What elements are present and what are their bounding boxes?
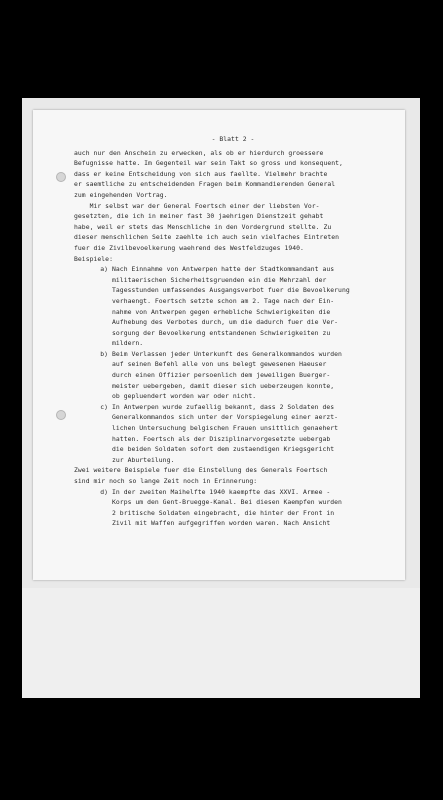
- text-line: habe, weil er stets das Menschliche in den Vordergrund stellte. Zu: [74, 222, 332, 231]
- text-line: Generalkommandos sich unter der Vorspiegelung einer aerzt-: [112, 413, 339, 422]
- example-item: [74, 487, 392, 529]
- example-item-label: a): [100, 265, 108, 274]
- text-line: hatten. Foertsch als der Disziplinarvorgesetzte uebergab: [112, 434, 331, 443]
- text-line: ob gepluendert worden war oder nicht.: [112, 392, 257, 401]
- text-line: Tagesstunden umfassendes Ausgangsverbot fuer die Bevoelkerung: [112, 286, 350, 295]
- example-item: [74, 349, 392, 402]
- page-header: - Blatt 2 -: [211, 135, 255, 143]
- second-paragraph: [74, 201, 392, 254]
- text-line: 2 britische Soldaten eingebracht, die hinter der Front in: [112, 508, 335, 517]
- lower-page-area: [22, 588, 420, 698]
- text-line: fuer die Zivilbevoelkerung waehrend des Westfeldzuges 1940.: [74, 243, 304, 252]
- text-line: Zwei weitere Beispiele fuer die Einstellung des Generals Foertsch: [74, 466, 328, 475]
- text-line: zur Aburteilung.: [112, 455, 175, 464]
- text-line: Beim Verlassen jeder Unterkunft des Generalkommandos wurden: [112, 349, 342, 358]
- document-text: [74, 134, 392, 529]
- text-line: verhaengt. Foertsch setzte schon am 2. Tage nach der Ein-: [112, 296, 335, 305]
- text-line: Zivil mit Waffen aufgegriffen worden waren. Nach Ansicht: [112, 519, 331, 528]
- example-item: [74, 264, 392, 349]
- example-item: [74, 402, 392, 466]
- text-line: Aufhebung des Verbotes durch, um die dadurch fuer die Ver-: [112, 318, 339, 327]
- text-line: Mir selbst war der General Foertsch einer der liebsten Vor-: [74, 201, 320, 210]
- text-line: gesetzten, die ich in meiner fast 30 jaehrigen Dienstzeit gehabt: [74, 212, 324, 221]
- text-line: In Antwerpen wurde zufaellig bekannt, dass 2 Soldaten des: [112, 402, 335, 411]
- punch-hole-top: [56, 172, 66, 182]
- example-item-text: [112, 349, 392, 402]
- example-item-text: [112, 402, 392, 466]
- text-line: lichen Untersuchung belgischen Frauen unsittlich genaehert: [112, 424, 339, 433]
- text-line: zum eingehenden Vortrag.: [74, 190, 168, 199]
- text-line: Korps um den Gent-Bruegge-Kanal. Bei diesen Kaempfen wurden: [112, 498, 342, 507]
- intro-paragraph: [74, 148, 392, 201]
- third-paragraph: [74, 465, 392, 486]
- text-line: die beiden Soldaten sofort dem zustaendigen Kriegsgericht: [112, 445, 335, 454]
- examples-list: [74, 264, 392, 465]
- text-line: meister uebergeben, damit dieser sich ueberzeugen konnte,: [112, 381, 335, 390]
- text-line: nahme von Antwerpen gegen erhebliche Schwierigkeiten die: [112, 307, 331, 316]
- text-line: Nach Einnahme von Antwerpen hatte der Stadtkommandant aus: [112, 265, 335, 274]
- example-item-text: [112, 487, 392, 529]
- text-line: dieser menschlichen Seite zaehlte ich auch sein vielfaches Eintreten: [74, 233, 340, 242]
- example-item-text: [112, 264, 392, 349]
- examples-label: Beispiele:: [74, 254, 113, 263]
- text-line: Befugnisse hatte. Im Gegenteil war sein Takt so gross und konsequent,: [74, 159, 343, 168]
- text-line: sind mir noch so lange Zeit noch in Erinnerung:: [74, 477, 258, 485]
- text-line: militaerischen Sicherheitsgruenden ein die Mehrzahl der: [112, 275, 327, 284]
- example-d: [74, 487, 392, 529]
- text-line: In der zweiten Maihelfte 1940 kaempfte das XXVI. Armee -: [112, 487, 331, 496]
- example-item-label: b): [100, 349, 108, 358]
- text-line: auf seinen Befehl alle von uns belegt gewesenen Haeuser: [112, 360, 327, 369]
- punch-hole-bottom: [56, 410, 66, 420]
- example-item-label: c): [100, 402, 108, 411]
- text-line: mildern.: [112, 339, 144, 348]
- text-line: er saemtliche zu entscheidenden Fragen beim Kommandierenden General: [74, 180, 336, 189]
- text-line: durch einen Offizier persoenlich dem jeweiligen Buerger-: [112, 371, 331, 380]
- text-line: dass er keine Entscheidung von sich aus faellte. Vielmehr brachte: [74, 169, 328, 178]
- example-item-label: d): [100, 487, 108, 496]
- text-line: auch nur den Anschein zu erwecken, als ob er hierdurch groessere: [74, 148, 324, 157]
- text-line: sorgung der Bevoelkerung entstandenen Schwierigkeiten zu: [112, 328, 331, 337]
